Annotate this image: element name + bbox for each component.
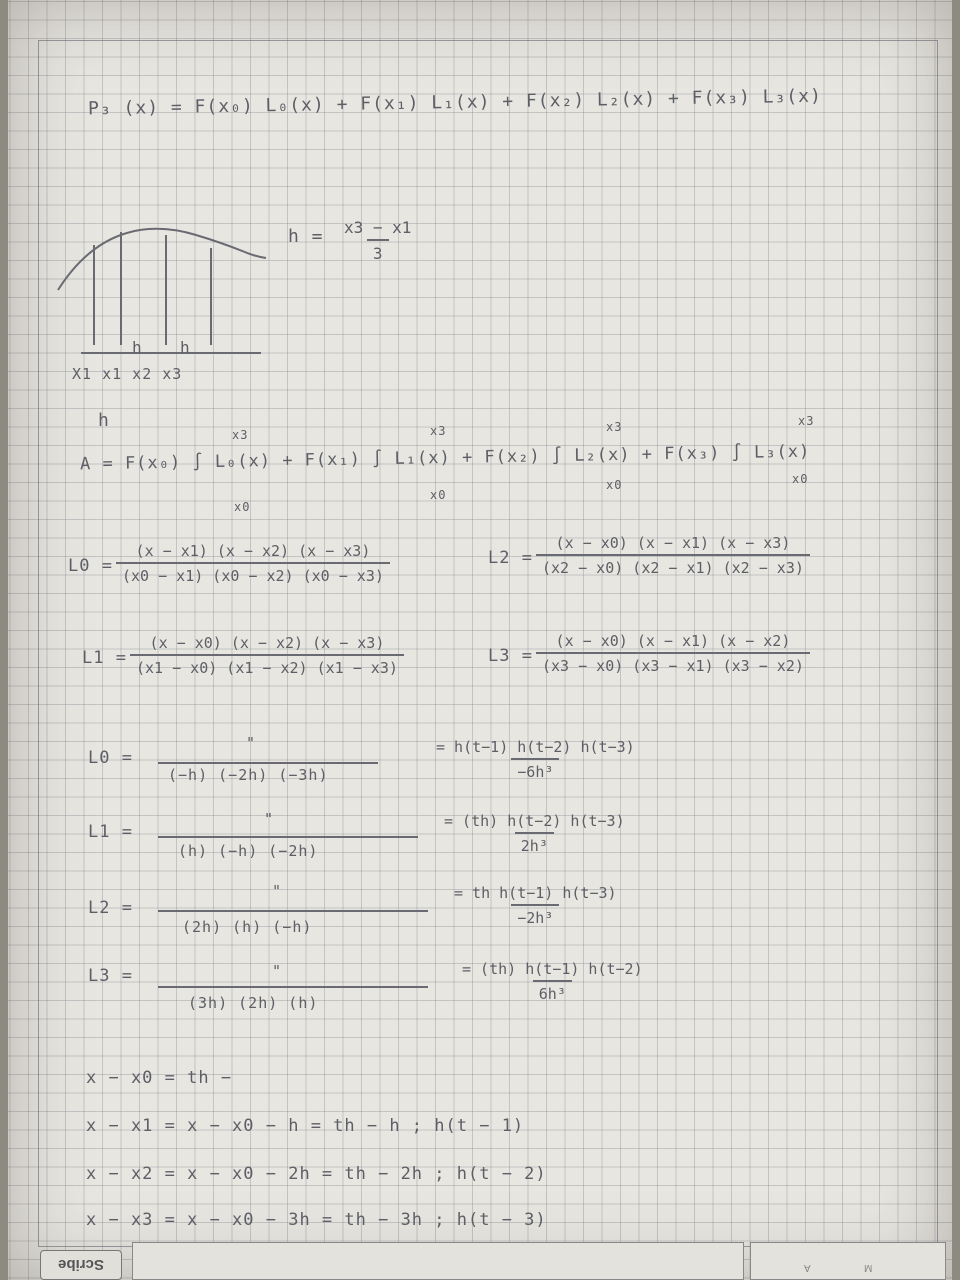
r0-rhs (430, 738, 641, 781)
r1-num: " (264, 810, 275, 828)
r0-rhs-den: −6h³ (511, 758, 559, 781)
int-lower-4: x0 (792, 472, 809, 486)
r3-rhs-num: = (th) h(t−1) h(t−2) (462, 960, 643, 978)
int-upper-4: x3 (798, 414, 815, 428)
r2-rhs-num: = th h(t−1) h(t−3) (454, 884, 617, 902)
subst-line-2: x − x1 = x − x0 − h = th − h ; h(t − 1) (86, 1116, 525, 1136)
int-upper-1: x3 (232, 428, 249, 442)
int-lower-2: x0 (430, 488, 447, 502)
L2-lhs: L2 = (488, 548, 533, 568)
int-upper-3: x3 (606, 420, 623, 434)
graph-x-labels: X1 x1 x2 x3 (72, 365, 183, 383)
L0-fraction (116, 542, 390, 585)
r1-rhs-den: 2h³ (515, 832, 554, 855)
subst-line-1: x − x0 = th − (86, 1068, 233, 1088)
L1-den: (x1 − x0) (x1 − x2) (x1 − x3) (130, 654, 404, 677)
h-alone: h (98, 410, 110, 431)
int-lower-1: x0 (234, 500, 251, 514)
r2-lhs: L2 = (88, 898, 133, 918)
int-upper-2: x3 (430, 424, 447, 438)
area-sketch (56, 210, 276, 380)
graph-h-label-2: h (180, 338, 191, 357)
notebook-page (8, 0, 952, 1280)
area-formula: A = F(x₀) ∫ L₀(x) + F(x₁) ∫ L₁(x) + F(x₂) ∫ L₂(x) + F(x₃) ∫ L₃(x) (79, 441, 811, 475)
footer-box-right (750, 1242, 946, 1280)
r2-den: (2h) (h) (−h) (182, 918, 313, 936)
r1-den: (h) (−h) (−2h) (178, 842, 319, 860)
L2-den: (x2 − x0) (x2 − x1) (x2 − x3) (536, 554, 810, 577)
L2-fraction (536, 534, 810, 577)
L2-num: (x − x0) (x − x1) (x − x3) (555, 534, 791, 552)
L3-num: (x − x0) (x − x1) (x − x2) (555, 632, 791, 650)
r3-rhs (456, 960, 649, 1003)
r1-bar (158, 836, 418, 838)
footer-label-m: M (864, 1262, 873, 1273)
L1-fraction (130, 634, 404, 677)
r2-num: " (272, 882, 283, 900)
r3-den: (3h) (2h) (h) (188, 994, 319, 1012)
p3-formula: P₃ (x) = F(x₀) L₀(x) + F(x₁) L₁(x) + F(x₂) L₂(x) + F(x₃) L₃(x) (87, 85, 823, 120)
L1-lhs: L1 = (82, 648, 127, 668)
L0-den: (x0 − x1) (x0 − x2) (x0 − x3) (116, 562, 390, 585)
r0-den: (−h) (−2h) (−3h) (168, 766, 329, 784)
L1-num: (x − x0) (x − x2) (x − x3) (149, 634, 385, 652)
L3-den: (x3 − x0) (x3 − x1) (x3 − x2) (536, 652, 810, 675)
subst-line-3: x − x2 = x − x0 − 2h = th − 2h ; h(t − 2) (86, 1164, 547, 1184)
r1-lhs: L1 = (88, 822, 133, 842)
L3-lhs: L3 = (488, 646, 533, 666)
r0-bar (158, 762, 378, 764)
r2-bar (158, 910, 428, 912)
footer-label-a: A (804, 1262, 811, 1273)
r1-rhs-num: = (th) h(t−2) h(t−3) (444, 812, 625, 830)
r0-lhs: L0 = (88, 748, 133, 768)
r0-num: " (246, 734, 257, 752)
int-lower-3: x0 (606, 478, 623, 492)
r2-rhs-den: −2h³ (511, 904, 559, 927)
r0-rhs-num: = h(t−1) h(t−2) h(t−3) (436, 738, 635, 756)
r1-rhs (438, 812, 631, 855)
subst-line-4: x − x3 = x − x0 − 3h = th − 3h ; h(t − 3) (86, 1210, 547, 1230)
L3-fraction (536, 632, 810, 675)
graph-h-label-1: h (132, 338, 143, 357)
h-def-num: x3 − x1 (344, 218, 412, 237)
footer-box-left (132, 1242, 744, 1280)
h-def-lhs: h = (288, 226, 324, 247)
r3-rhs-den: 6h³ (533, 980, 572, 1003)
L0-num: (x − x1) (x − x2) (x − x3) (135, 542, 371, 560)
h-def-den: 3 (367, 239, 389, 263)
curve (58, 229, 266, 290)
r2-rhs (448, 884, 623, 927)
r3-lhs: L3 = (88, 966, 133, 986)
h-def-fraction (338, 218, 417, 263)
r3-bar (158, 986, 428, 988)
r3-num: " (272, 962, 283, 980)
brand-logo: Scribe (40, 1250, 122, 1280)
L0-lhs: L0 = (68, 556, 113, 576)
